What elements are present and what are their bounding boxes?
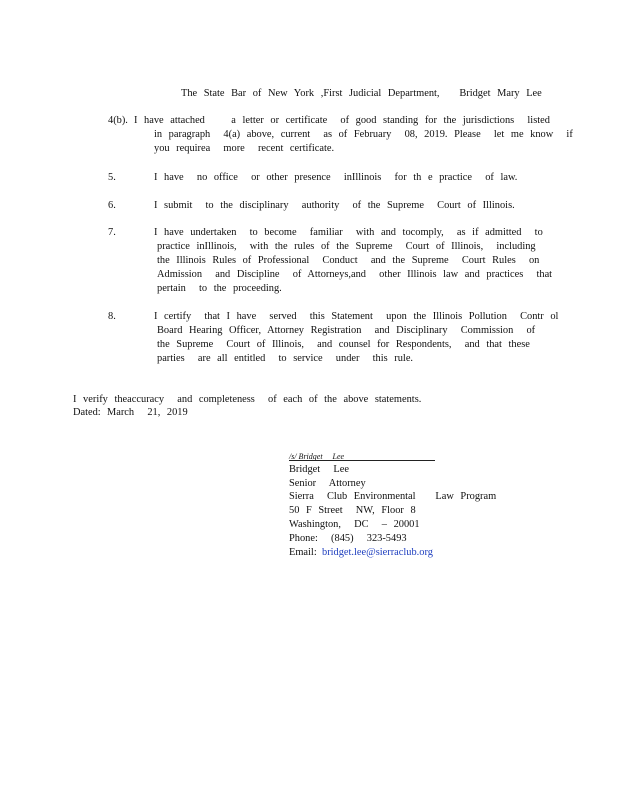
item-number-7: 7.	[108, 227, 116, 238]
item-8-line-4: parties are all entitled to service under this rule.	[157, 353, 414, 364]
verify-statement: I verify theaccuracy and completeness of each of the above statements.	[73, 394, 422, 405]
signer-street-address: 50 F Street NW, Floor 8	[289, 505, 416, 516]
dated-label: Dated:	[73, 407, 101, 418]
item-8-line-3: the Supreme Court of Illinois, and counsel for Respondents, and that these	[157, 339, 530, 350]
signer-city-address: Washington, DC – 20001	[289, 519, 420, 530]
signer-organization: Sierra Club Environmental Law Program	[289, 491, 497, 502]
signer-title: Senior Attorney	[289, 478, 366, 489]
item-8-line-1: I certify that I have served this Statement upon the Illinois Pollution Contr ol	[154, 311, 559, 322]
item-7-line-4: Admission and Discipline of Attorneys,and other Illinois law and practices that	[157, 269, 553, 280]
item-number-4b: 4(b).	[108, 115, 128, 126]
item-number-5: 5.	[108, 172, 116, 183]
item-7-line-2: practice inIllinois, with the rules of the Supreme Court of Illinois, including	[157, 241, 536, 252]
header-line: The State Bar of New York ,First Judicial Department, Bridget Mary Lee	[181, 88, 542, 99]
item-5-line-1: I have no office or other presence inIllinois for th e practice of law.	[154, 172, 518, 183]
item-7-line-5: pertain to the proceeding.	[157, 283, 282, 294]
signature-line	[289, 460, 435, 461]
signer-phone: Phone: (845) 323-5493	[289, 533, 407, 544]
electronic-signature: /s/ Bridget Lee	[289, 452, 345, 461]
item-number-6: 6.	[108, 200, 116, 211]
signer-email-label: Email:	[289, 547, 317, 558]
signer-email-link[interactable]: bridget.lee@sierraclub.org	[322, 547, 433, 558]
item-8-line-2: Board Hearing Officer, Attorney Registration and Disciplinary Commission of	[157, 325, 536, 336]
signer-name: Bridget Lee	[289, 464, 349, 475]
item-6-line-1: I submit to the disciplinary authority of the Supreme Court of Illinois.	[154, 200, 515, 211]
item-7-line-3: the Illinois Rules of Professional Conduct and the Supreme Court Rules on	[157, 255, 540, 266]
item-4b-line-1: I have attached a letter or certificate of good standing for the jurisdictions listed	[134, 115, 550, 126]
item-4b-line-2: in paragraph 4(a) above, current as of February 08, 2019. Please let me know if	[154, 129, 573, 140]
item-7-line-1: I have undertaken to become familiar with and tocomply, as if admitted to	[154, 227, 543, 238]
dated-value: March 21, 2019	[107, 407, 188, 418]
item-4b-line-3: you requirea more recent certificate.	[154, 143, 335, 154]
item-number-8: 8.	[108, 311, 116, 322]
